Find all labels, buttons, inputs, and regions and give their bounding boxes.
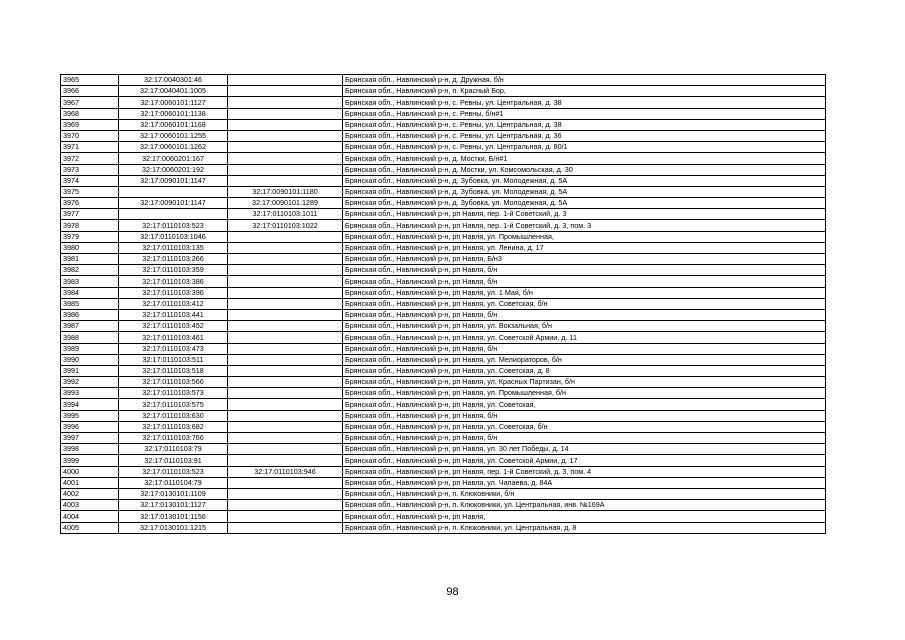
table-row xyxy=(61,321,826,332)
table-row xyxy=(61,119,826,130)
address-cell: Брянская обл., Навлинский р-н, д. Дружная, б/н xyxy=(343,75,826,86)
address-cell: Брянская обл., Навлинский р-н, с. Ревны, ул. Центральная, д. 38 xyxy=(343,119,826,130)
address-cell: Брянская обл., Навлинский р-н, рп Навля, б/н xyxy=(343,433,826,444)
row-number-cell: 3991 xyxy=(61,365,119,376)
row-number-cell: 4001 xyxy=(61,477,119,488)
row-number-cell: 3974 xyxy=(61,175,119,186)
cadastral-number-cell: 32:17:0110103:682 xyxy=(119,421,228,432)
table-row xyxy=(61,130,826,141)
related-cadastral-number-cell xyxy=(228,343,343,354)
related-cadastral-number-cell xyxy=(228,444,343,455)
related-cadastral-number-cell xyxy=(228,377,343,388)
address-cell: Брянская обл., Навлинский р-н, рп Навля, ул. Советская, д. 8 xyxy=(343,365,826,376)
related-cadastral-number-cell xyxy=(228,354,343,365)
related-cadastral-number-cell xyxy=(228,175,343,186)
table-row xyxy=(61,186,826,197)
row-number-cell: 3967 xyxy=(61,97,119,108)
table-row xyxy=(61,86,826,97)
related-cadastral-number-cell xyxy=(228,365,343,376)
related-cadastral-number-cell: 32:17:0110103:946 xyxy=(228,466,343,477)
row-number-cell: 3976 xyxy=(61,198,119,209)
address-cell: Брянская обл., Навлинский р-н, д. Зубовка, ул. Молодежная, д. 5А xyxy=(343,186,826,197)
row-number-cell: 3988 xyxy=(61,332,119,343)
table-row xyxy=(61,455,826,466)
related-cadastral-number-cell xyxy=(228,287,343,298)
address-cell: Брянская обл., Навлинский р-н, рп Навля, б/н xyxy=(343,410,826,421)
address-cell: Брянская обл., Навлинский р-н, рп Навля, ул. Промышленная, б/н xyxy=(343,388,826,399)
table-row xyxy=(61,522,826,533)
address-cell: Брянская обл., Навлинский р-н, рп Навля, ул. Советской Армии, д. 11 xyxy=(343,332,826,343)
related-cadastral-number-cell: 32:17:0110103:1011 xyxy=(228,209,343,220)
related-cadastral-number-cell: 32:17:0090101:1180 xyxy=(228,186,343,197)
address-cell: Брянская обл., Навлинский р-н, рп Навля, ул. Советской Армии, д. 17 xyxy=(343,455,826,466)
table-row xyxy=(61,365,826,376)
table-row xyxy=(61,388,826,399)
row-number-cell: 3977 xyxy=(61,209,119,220)
row-number-cell: 3975 xyxy=(61,186,119,197)
address-cell: Брянская обл., Навлинский р-н, п. Красный Бор, xyxy=(343,86,826,97)
cadastral-number-cell: 32:17:0110103:575 xyxy=(119,399,228,410)
related-cadastral-number-cell xyxy=(228,276,343,287)
cadastral-number-cell: 32:17:0040401:1005 xyxy=(119,86,228,97)
cadastral-number-cell: 32:17:0130101:1109 xyxy=(119,488,228,499)
table-row xyxy=(61,488,826,499)
address-cell: Брянская обл., Навлинский р-н, д. Зубовка, ул. Молодежная, д. 5А xyxy=(343,175,826,186)
related-cadastral-number-cell xyxy=(228,254,343,265)
address-cell: Брянская обл., Навлинский р-н, рп Навля, ул. Советская, xyxy=(343,399,826,410)
row-number-cell: 3985 xyxy=(61,298,119,309)
address-cell: Брянская обл., Навлинский р-н, рп Навля, ул. Чапаева, д. 84А xyxy=(343,477,826,488)
address-cell: Брянская обл., Навлинский р-н, рп Навля, ул. Промышленная, xyxy=(343,231,826,242)
related-cadastral-number-cell xyxy=(228,86,343,97)
row-number-cell: 3969 xyxy=(61,119,119,130)
related-cadastral-number-cell xyxy=(228,265,343,276)
address-cell: Брянская обл., Навлинский р-н, рп Навля, ул. 30 лет Победы, д. 14 xyxy=(343,444,826,455)
table-row xyxy=(61,220,826,231)
registry-table-body xyxy=(61,75,826,534)
related-cadastral-number-cell xyxy=(228,119,343,130)
related-cadastral-number-cell xyxy=(228,488,343,499)
cadastral-number-cell xyxy=(119,209,228,220)
address-cell: Брянская обл., Навлинский р-н, рп Навля, б/н xyxy=(343,265,826,276)
cadastral-number-cell: 32:17:0110103:473 xyxy=(119,343,228,354)
cadastral-number-cell: 32:17:0060101:1255 xyxy=(119,130,228,141)
address-cell: Брянская обл., Навлинский р-н, с. Ревны, ул. Центральная, д. 38 xyxy=(343,97,826,108)
registry-table xyxy=(60,74,826,534)
related-cadastral-number-cell: 32:17:0090101:1289 xyxy=(228,198,343,209)
related-cadastral-number-cell xyxy=(228,142,343,153)
related-cadastral-number-cell xyxy=(228,399,343,410)
row-number-cell: 3968 xyxy=(61,108,119,119)
row-number-cell: 3973 xyxy=(61,164,119,175)
address-cell: Брянская обл., Навлинский р-н, д. Мостки, Б/н#1 xyxy=(343,153,826,164)
related-cadastral-number-cell xyxy=(228,455,343,466)
table-row xyxy=(61,298,826,309)
row-number-cell: 3966 xyxy=(61,86,119,97)
address-cell: Брянская обл., Навлинский р-н, с. Ревны, ул. Центральная, д. 80/1 xyxy=(343,142,826,153)
row-number-cell: 3993 xyxy=(61,388,119,399)
cadastral-number-cell: 32:17:0130101:1156 xyxy=(119,511,228,522)
cadastral-number-cell: 32:17:0110103:766 xyxy=(119,433,228,444)
related-cadastral-number-cell: 32:17:0110103:1022 xyxy=(228,220,343,231)
cadastral-number-cell: 32:17:0110103:518 xyxy=(119,365,228,376)
cadastral-number-cell: 32:17:0130101:1215 xyxy=(119,522,228,533)
cadastral-number-cell: 32:17:0110103:566 xyxy=(119,377,228,388)
address-cell: Брянская обл., Навлинский р-н, рп Навля, б/н xyxy=(343,343,826,354)
table-row xyxy=(61,231,826,242)
cadastral-number-cell: 32:17:0110103:630 xyxy=(119,410,228,421)
row-number-cell: 3994 xyxy=(61,399,119,410)
related-cadastral-number-cell xyxy=(228,164,343,175)
related-cadastral-number-cell xyxy=(228,97,343,108)
address-cell: Брянская обл., Навлинский р-н, рп Навля, пер. 1-й Советский, д. 3, пом. 3 xyxy=(343,220,826,231)
cadastral-number-cell: 32:17:0110103:396 xyxy=(119,287,228,298)
cadastral-number-cell: 32:17:0110103:441 xyxy=(119,309,228,320)
related-cadastral-number-cell xyxy=(228,75,343,86)
address-cell: Брянская обл., Навлинский р-н, рп Навля, ул. Ленина, д. 17 xyxy=(343,242,826,253)
row-number-cell: 3978 xyxy=(61,220,119,231)
related-cadastral-number-cell xyxy=(228,242,343,253)
table-row xyxy=(61,242,826,253)
row-number-cell: 4002 xyxy=(61,488,119,499)
cadastral-number-cell: 32:17:0060101:1168 xyxy=(119,119,228,130)
table-row xyxy=(61,332,826,343)
table-row xyxy=(61,142,826,153)
cadastral-number-cell: 32:17:0110103:266 xyxy=(119,254,228,265)
cadastral-number-cell: 32:17:0110103:523 xyxy=(119,220,228,231)
cadastral-number-cell: 32:17:0110103:412 xyxy=(119,298,228,309)
table-row xyxy=(61,466,826,477)
row-number-cell: 3984 xyxy=(61,287,119,298)
table-row xyxy=(61,209,826,220)
row-number-cell: 4004 xyxy=(61,511,119,522)
table-row xyxy=(61,343,826,354)
related-cadastral-number-cell xyxy=(228,410,343,421)
table-row xyxy=(61,175,826,186)
table-row xyxy=(61,433,826,444)
table-row xyxy=(61,97,826,108)
related-cadastral-number-cell xyxy=(228,500,343,511)
row-number-cell: 3996 xyxy=(61,421,119,432)
cadastral-number-cell: 32:17:0060101:1138 xyxy=(119,108,228,119)
address-cell: Брянская обл., Навлинский р-н, рп Навля, пер. 1-й Советский, д. 3, пом. 4 xyxy=(343,466,826,477)
related-cadastral-number-cell xyxy=(228,231,343,242)
related-cadastral-number-cell xyxy=(228,130,343,141)
row-number-cell: 3986 xyxy=(61,309,119,320)
cadastral-number-cell: 32:17:0110103:511 xyxy=(119,354,228,365)
related-cadastral-number-cell xyxy=(228,433,343,444)
row-number-cell: 3972 xyxy=(61,153,119,164)
row-number-cell: 3997 xyxy=(61,433,119,444)
row-number-cell: 3981 xyxy=(61,254,119,265)
related-cadastral-number-cell xyxy=(228,153,343,164)
cadastral-number-cell: 32:17:0110103:386 xyxy=(119,276,228,287)
cadastral-number-cell: 32:17:0090101:1147 xyxy=(119,175,228,186)
address-cell: Брянская обл., Навлинский р-н, рп Навля, ул. Красных Партизан, б/н xyxy=(343,377,826,388)
related-cadastral-number-cell xyxy=(228,511,343,522)
cadastral-number-cell: 32:17:0060201:192 xyxy=(119,164,228,175)
cadastral-number-cell: 32:17:0130101:1127 xyxy=(119,500,228,511)
row-number-cell: 3980 xyxy=(61,242,119,253)
cadastral-number-cell: 32:17:0110103:1046 xyxy=(119,231,228,242)
table-row xyxy=(61,377,826,388)
related-cadastral-number-cell xyxy=(228,388,343,399)
row-number-cell: 3990 xyxy=(61,354,119,365)
table-row xyxy=(61,75,826,86)
table-row xyxy=(61,254,826,265)
row-number-cell: 3989 xyxy=(61,343,119,354)
address-cell: Брянская обл., Навлинский р-н, п. Клюковники, ул. Центральная, инв. №169А xyxy=(343,500,826,511)
address-cell: Брянская обл., Навлинский р-н, рп Навля, ул. 1 Мая, б/н xyxy=(343,287,826,298)
row-number-cell: 3999 xyxy=(61,455,119,466)
cadastral-number-cell: 32:17:0060101:1262 xyxy=(119,142,228,153)
address-cell: Брянская обл., Навлинский р-н, рп Навля, ул. Вокзальная, б/н xyxy=(343,321,826,332)
cadastral-number-cell: 32:17:0110103:359 xyxy=(119,265,228,276)
address-cell: Брянская обл., Навлинский р-н, рп Навля, ул. Мелиораторов, б/н xyxy=(343,354,826,365)
table-row xyxy=(61,444,826,455)
address-cell: Брянская обл., Навлинский р-н, рп Навля, ул. Советская, б/н xyxy=(343,298,826,309)
address-cell: Брянская обл., Навлинский р-н, с. Ревны, б/н#1 xyxy=(343,108,826,119)
cadastral-number-cell xyxy=(119,186,228,197)
cadastral-number-cell: 32:17:0060101:1127 xyxy=(119,97,228,108)
table-row xyxy=(61,276,826,287)
address-cell: Брянская обл., Навлинский р-н, п. Клюковники, б/н xyxy=(343,488,826,499)
related-cadastral-number-cell xyxy=(228,321,343,332)
table-row xyxy=(61,410,826,421)
table-row xyxy=(61,477,826,488)
row-number-cell: 3992 xyxy=(61,377,119,388)
table-row xyxy=(61,164,826,175)
cadastral-number-cell: 32:17:0110103:573 xyxy=(119,388,228,399)
cadastral-number-cell: 32:17:0110103:523 xyxy=(119,466,228,477)
related-cadastral-number-cell xyxy=(228,108,343,119)
related-cadastral-number-cell xyxy=(228,421,343,432)
cadastral-number-cell: 32:17:0110103:91 xyxy=(119,455,228,466)
address-cell: Брянская обл., Навлинский р-н, п. Клюковники, ул. Центральная, д. 8 xyxy=(343,522,826,533)
table-row xyxy=(61,500,826,511)
row-number-cell: 3971 xyxy=(61,142,119,153)
related-cadastral-number-cell xyxy=(228,522,343,533)
address-cell: Брянская обл., Навлинский р-н, рп Навля, б/н xyxy=(343,309,826,320)
address-cell: Брянская обл., Навлинский р-н, д. Мостки, ул. Комсомольская, д. 30 xyxy=(343,164,826,175)
cadastral-number-cell: 32:17:0090101:1147 xyxy=(119,198,228,209)
address-cell: Брянская обл., Навлинский р-н, рп Навля, пер. 1-й Советский, д. 3 xyxy=(343,209,826,220)
address-cell: Брянская обл., Навлинский р-н, рп Навля, xyxy=(343,511,826,522)
row-number-cell: 4005 xyxy=(61,522,119,533)
address-cell: Брянская обл., Навлинский р-н, рп Навля, ул. Советская, б/н xyxy=(343,421,826,432)
related-cadastral-number-cell xyxy=(228,309,343,320)
row-number-cell: 3965 xyxy=(61,75,119,86)
related-cadastral-number-cell xyxy=(228,332,343,343)
row-number-cell: 4003 xyxy=(61,500,119,511)
table-row xyxy=(61,511,826,522)
cadastral-number-cell: 32:17:0110104:79 xyxy=(119,477,228,488)
table-row xyxy=(61,265,826,276)
row-number-cell: 3979 xyxy=(61,231,119,242)
row-number-cell: 3983 xyxy=(61,276,119,287)
address-cell: Брянская обл., Навлинский р-н, рп Навля, б/н xyxy=(343,276,826,287)
related-cadastral-number-cell xyxy=(228,298,343,309)
address-cell: Брянская обл., Навлинский р-н, с. Ревны, ул. Центральная, д. 36 xyxy=(343,130,826,141)
table-row xyxy=(61,108,826,119)
row-number-cell: 3998 xyxy=(61,444,119,455)
table-row xyxy=(61,153,826,164)
cadastral-number-cell: 32:17:0040301:46 xyxy=(119,75,228,86)
cadastral-number-cell: 32:17:0110103:461 xyxy=(119,332,228,343)
table-row xyxy=(61,399,826,410)
cadastral-number-cell: 32:17:0060201:167 xyxy=(119,153,228,164)
address-cell: Брянская обл., Навлинский р-н, рп Навля, Б/н3 xyxy=(343,254,826,265)
table-row xyxy=(61,421,826,432)
row-number-cell: 3970 xyxy=(61,130,119,141)
row-number-cell: 3982 xyxy=(61,265,119,276)
page-number: 98 xyxy=(446,586,459,598)
related-cadastral-number-cell xyxy=(228,477,343,488)
table-row xyxy=(61,198,826,209)
table-row xyxy=(61,309,826,320)
row-number-cell: 4000 xyxy=(61,466,119,477)
cadastral-number-cell: 32:17:0110103:452 xyxy=(119,321,228,332)
table-row xyxy=(61,354,826,365)
cadastral-number-cell: 32:17:0110103:79 xyxy=(119,444,228,455)
table-row xyxy=(61,287,826,298)
row-number-cell: 3995 xyxy=(61,410,119,421)
cadastral-number-cell: 32:17:0110103:135 xyxy=(119,242,228,253)
address-cell: Брянская обл., Навлинский р-н, д. Зубовка, ул. Молодежная, д. 5А xyxy=(343,198,826,209)
row-number-cell: 3987 xyxy=(61,321,119,332)
